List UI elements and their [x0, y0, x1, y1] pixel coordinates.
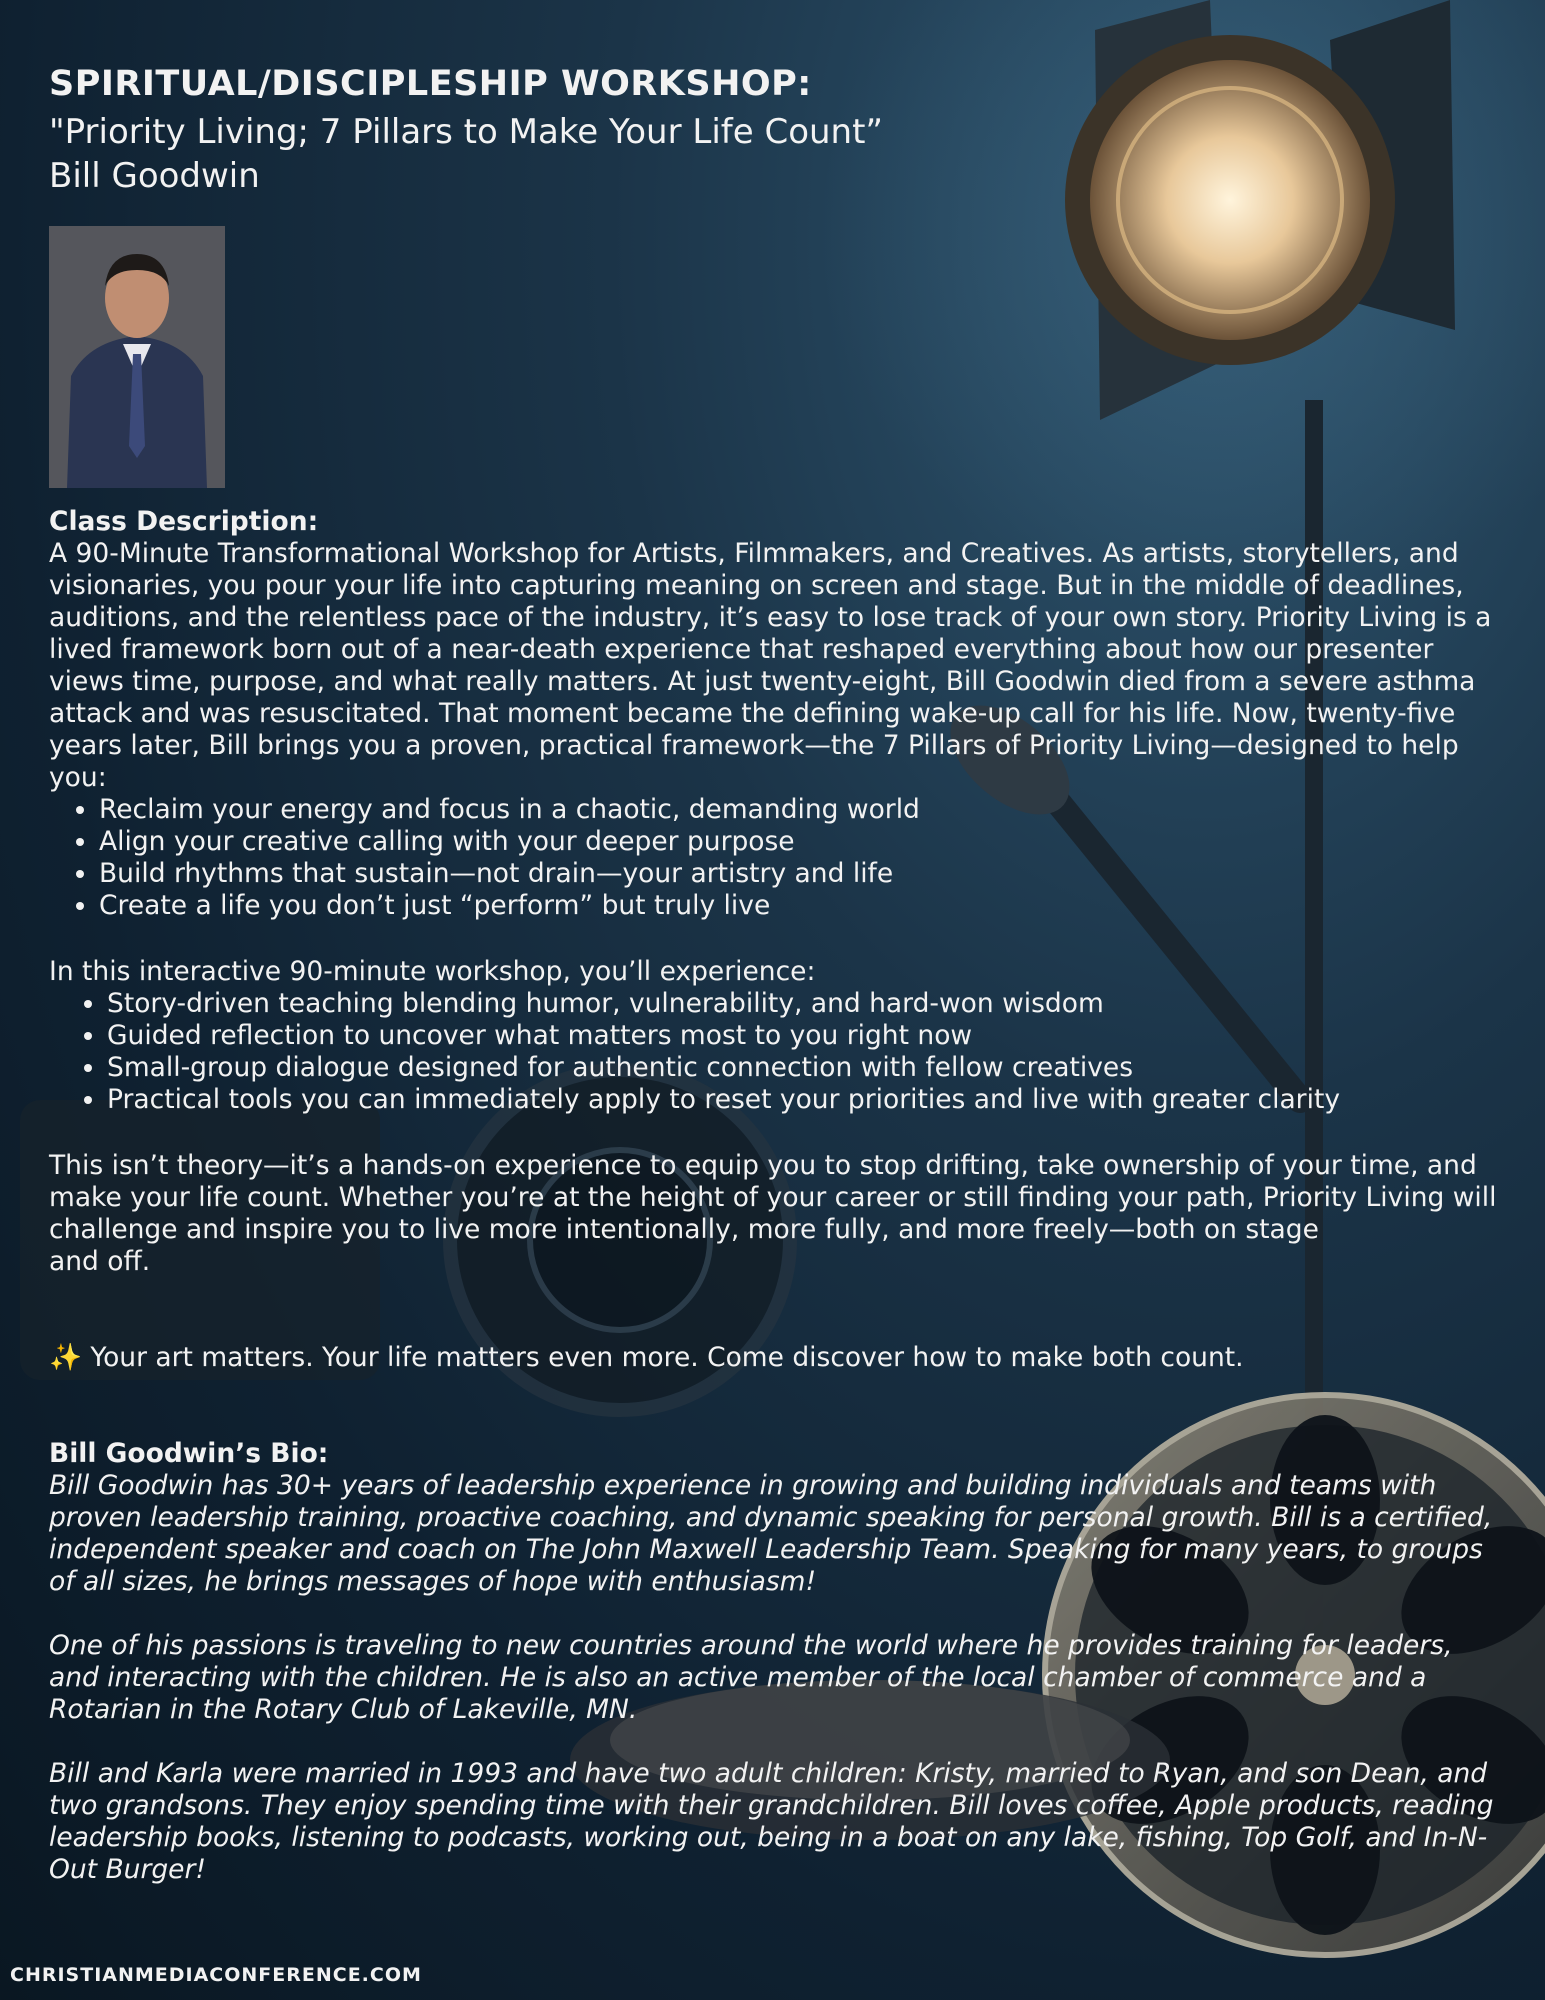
- list-item: • Practical tools you can immediately apply to reset your priorities and live with greater clarity: [107, 1084, 1509, 1116]
- class-description-section: [49, 506, 1509, 922]
- benefits-list: [49, 794, 1509, 922]
- class-description-label: Class Description:: [49, 506, 319, 537]
- experience-section: [49, 956, 1509, 1116]
- closing-section: [49, 1150, 1509, 1278]
- presenter-photo: [49, 226, 225, 488]
- experience-intro: In this interactive 90-minute workshop, you’ll experience:: [49, 956, 816, 987]
- workshop-title: "Priority Living; 7 Pillars to Make Your Life Count”: [49, 112, 884, 152]
- list-item: • Story-driven teaching blending humor, vulnerability, and hard-won wisdom: [107, 988, 1509, 1020]
- footer-website: CHRISTIANMEDIACONFERENCE.COM: [10, 1964, 422, 1986]
- workshop-category-title: SPIRITUAL/DISCIPLESHIP WORKSHOP:: [49, 64, 812, 104]
- list-item: • Build rhythms that sustain—not drain—your artistry and life: [99, 858, 1509, 890]
- class-description-intro: A 90-Minute Transformational Workshop for Artists, Filmmakers, and Creatives. As artists, storytellers, and visionaries, you pour your life into capturing meaning on screen and stage. But in the middle of deadlines, auditions, and the relentless pace of the industry, it’s easy to lose track of your own story. Priority Living is a lived framework born out of a near-death experience that reshaped everything about how our presenter views time, purpose, and what really matters. At just twenty-eight, Bill Goodwin died from a severe asthma attack and was resuscitated. That moment became the defining wake-up call for his life. Now, twenty-five years later, Bill brings you a proven, practical framework—the 7 Pillars of Priority Living—designed to help you:: [49, 538, 1492, 793]
- closing-paragraph: This isn’t theory—it’s a hands-on experience to equip you to stop drifting, take ownership of your time, and make your life count. Whether you’re at the height of your career or still finding your path, Priority Living will challenge and inspire you to live more intentionally, more fully, and more freely—both on stage: [49, 1150, 1497, 1245]
- sparkle-icon: ✨: [49, 1342, 82, 1373]
- tagline: [49, 1342, 1509, 1374]
- bio-section: [49, 1438, 1509, 1886]
- list-item: • Small-group dialogue designed for authentic connection with fellow creatives: [107, 1052, 1509, 1084]
- bio-paragraph: Bill Goodwin has 30+ years of leadership experience in growing and building individuals and teams with proven leadership training, proactive coaching, and dynamic speaking for personal growth. Bill is a certified, independent speaker and coach on The John Maxwell Leadership Team. Speaking for many years, to groups of all sizes, he brings messages of hope with enthusiasm!: [49, 1470, 1493, 1597]
- closing-paragraph-end: and off.: [49, 1246, 151, 1277]
- list-item: • Reclaim your energy and focus in a chaotic, demanding world: [99, 794, 1509, 826]
- spacer: [49, 1598, 1509, 1630]
- list-item: • Align your creative calling with your deeper purpose: [99, 826, 1509, 858]
- experience-list: [49, 988, 1509, 1116]
- spacer: [49, 1726, 1509, 1758]
- tagline-section: [49, 1342, 1509, 1374]
- list-item: • Create a life you don’t just “perform” but truly live: [99, 890, 1509, 922]
- presenter-name: Bill Goodwin: [49, 156, 260, 196]
- tagline-text: Your art matters. Your life matters even more. Come discover how to make both count.: [82, 1342, 1244, 1373]
- list-item: • Guided reflection to uncover what matters most to you right now: [107, 1020, 1509, 1052]
- bio-paragraph: One of his passions is traveling to new countries around the world where he provides training for leaders, and interacting with the children. He is also an active member of the local chamber of commerce and a Rotarian in the Rotary Club of Lakeville, MN.: [49, 1630, 1453, 1725]
- bio-label: Bill Goodwin’s Bio:: [49, 1438, 329, 1469]
- bio-paragraph: Bill and Karla were married in 1993 and have two adult children: Kristy, married to Ryan, and son Dean, and two grandsons. They enjoy spending time with their grandchildren. Bill loves coffee, Apple products, reading leadership books, listening to podcasts, working out, being in a boat on any lake, fishing, Top Golf, and In-N-Out Burger!: [49, 1758, 1494, 1885]
